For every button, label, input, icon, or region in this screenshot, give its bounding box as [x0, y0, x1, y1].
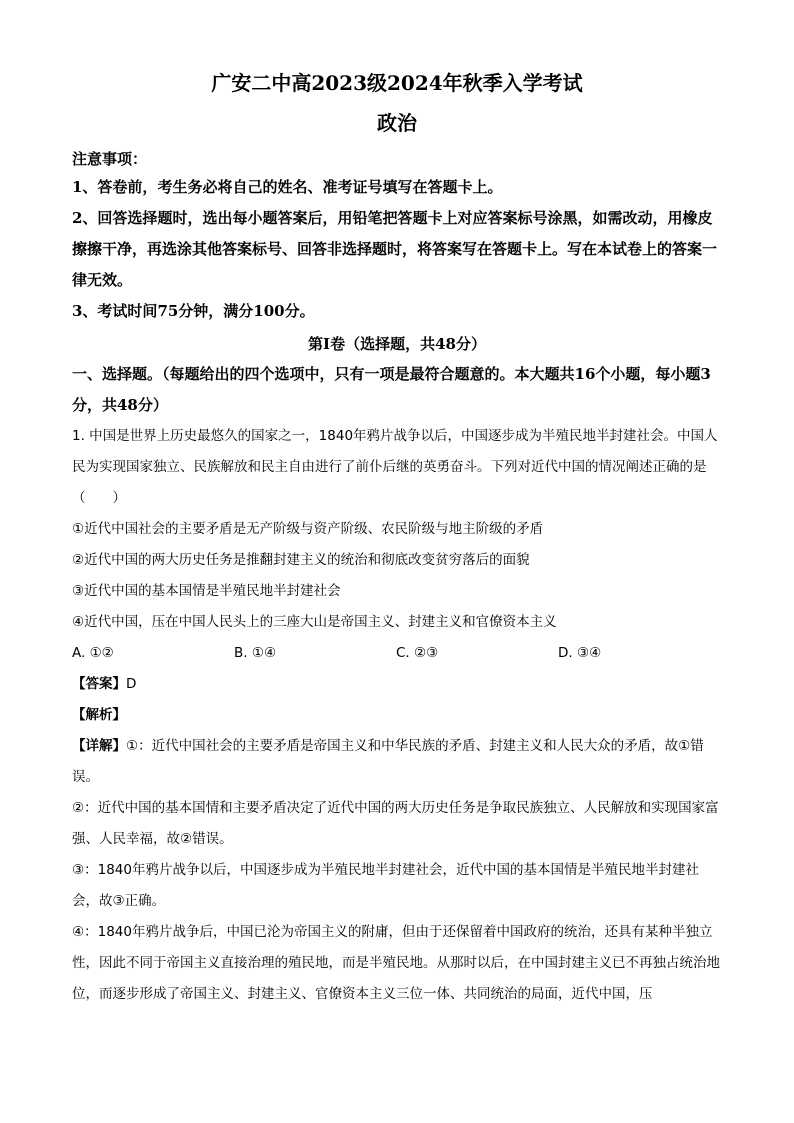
exam-subject: 政治 — [377, 111, 417, 135]
detail-4: ④：1840年鸦片战争后，中国已沦为帝国主义的附庸，但由于还保留着中国政府的统治，还具有某种半独立性，因此不同于帝国主义直接治理的殖民地，而是半殖民地。从那时以后，在中国封建主义已不再独占统治地位，而逐步形成了帝国主义、封建主义、官僚资本主义三位一体、共同统治的局面，近代中国，压 — [72, 924, 720, 1002]
statement-1: ①近代中国社会的主要矛盾是无产阶级与资产阶级、农民阶级与地主阶级的矛盾 — [72, 521, 544, 537]
note-item-3: 3、考试时间75分钟，满分100分。 — [72, 302, 315, 320]
answer-label: 【答案】 — [72, 676, 126, 692]
option-b: B. ①④ — [234, 645, 277, 661]
note-item-1: 1、答卷前，考生务必将自己的姓名、准考证号填写在答题卡上。 — [72, 178, 503, 196]
statement-3: ③近代中国的基本国情是半殖民地半封建社会 — [72, 583, 341, 599]
question-stem: 1. 中国是世界上历史最悠久的国家之一，1840年鸦片战争以后，中国逐步成为半殖民地半封建社会。中国人民为实现国家独立、民族解放和民主自由进行了前仆后继的英勇奋斗。下列对近代中国的情况阐述正确的是（ ） — [72, 428, 718, 506]
answer-value: D — [126, 676, 137, 692]
option-a: A. ①② — [72, 645, 114, 661]
detail-1-text: ①：近代中国社会的主要矛盾是帝国主义和中华民族的矛盾、封建主义和人民大众的矛盾，故①错误。 — [72, 738, 704, 785]
option-c: C. ②③ — [396, 645, 439, 661]
analysis-label: 【解析】 — [72, 707, 126, 723]
notes-heading: 注意事项： — [72, 150, 148, 168]
answer-line — [72, 669, 722, 700]
exam-title: 广安二中高2023级2024年秋季入学考试 — [211, 71, 583, 95]
document-page — [72, 62, 722, 1010]
section-title: 第Ⅰ卷（选择题，共48分） — [308, 335, 486, 353]
detail-label: 【详解】 — [72, 738, 126, 754]
part-heading: 一、选择题。（每题给出的四个选项中，只有一项是最符合题意的。本大题共16个小题，每小题3分，共48分） — [72, 365, 711, 414]
analysis-line — [72, 700, 722, 731]
option-d: D. ③④ — [558, 645, 602, 661]
detail-2: ②：近代中国的基本国情和主要矛盾决定了近代中国的两大历史任务是争取民族独立、人民解放和实现国家富强、人民幸福，故②错误。 — [72, 800, 719, 847]
statement-2: ②近代中国的两大历史任务是推翻封建主义的统治和彻底改变贫穷落后的面貌 — [72, 552, 530, 568]
detail-1 — [72, 731, 722, 793]
answer-options — [72, 638, 722, 669]
note-item-2: 2、回答选择题时，选出每小题答案后，用铅笔把答题卡上对应答案标号涂黑，如需改动，用橡皮擦擦干净，再选涂其他答案标号、回答非选择题时，将答案写在答题卡上。写在本试卷上的答案一律无效。 — [72, 209, 718, 289]
detail-3: ③：1840年鸦片战争以后，中国逐步成为半殖民地半封建社会，近代中国的基本国情是半殖民地半封建社会，故③正确。 — [72, 862, 699, 909]
statement-4: ④近代中国，压在中国人民头上的三座大山是帝国主义、封建主义和官僚资本主义 — [72, 614, 557, 630]
